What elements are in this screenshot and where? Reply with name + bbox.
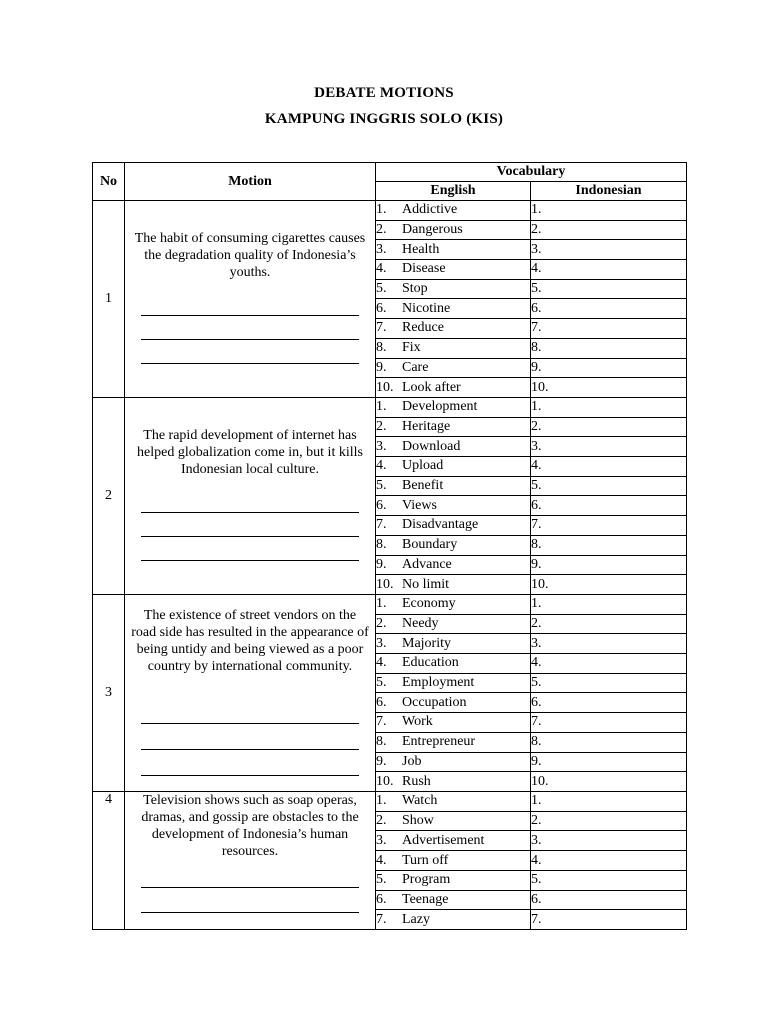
vocab-number: 9. [376, 556, 387, 572]
vocab-indonesian-cell: 8. [531, 338, 687, 358]
vocab-english-cell [376, 279, 531, 299]
table-row [93, 792, 687, 812]
motion-box [125, 595, 375, 791]
vocab-english-cell [376, 240, 531, 260]
vocab-english-cell [376, 752, 531, 772]
vocab-number: 10. [376, 773, 394, 789]
vocab-indonesian-cell: 1. [531, 595, 687, 615]
vocab-english-cell [376, 634, 531, 654]
vocab-english-cell [376, 476, 531, 496]
motion-cell [125, 595, 376, 792]
header-motion: Motion [125, 163, 376, 201]
vocab-number: 9. [376, 359, 387, 375]
debate-motions-table [92, 162, 687, 930]
vocab-indonesian-cell: 3. [531, 831, 687, 851]
vocab-english-word: Fix [402, 340, 421, 356]
vocab-number: 4. [376, 458, 387, 474]
vocab-number: 4. [376, 852, 387, 868]
vocab-english-cell [376, 299, 531, 319]
vocab-english-word: Development [402, 399, 478, 415]
motion-number: 1 [93, 201, 125, 398]
vocab-english-word: Needy [402, 616, 439, 632]
vocab-indonesian-cell: 6. [531, 890, 687, 910]
vocab-english-word: Education [402, 655, 459, 671]
vocab-indonesian-cell: 10. [531, 575, 687, 595]
document-title: DEBATE MOTIONS [314, 85, 454, 101]
answer-line [141, 749, 359, 750]
vocab-number: 7. [376, 517, 387, 533]
vocab-english-cell [376, 417, 531, 437]
vocab-number: 5. [376, 478, 387, 494]
vocab-english-word: No limit [402, 576, 450, 592]
vocab-english-word: Disease [402, 261, 446, 277]
vocab-english-word: Show [402, 813, 434, 829]
motion-text: Television shows such as soap operas, dramas, and gossip are obstacles to the development of Indonesia’s human resources. [141, 793, 359, 859]
vocab-number: 10. [376, 379, 394, 395]
vocab-english-word: Economy [402, 596, 456, 612]
vocab-indonesian-cell: 6. [531, 693, 687, 713]
vocab-number: 8. [376, 340, 387, 356]
vocab-number: 9. [376, 753, 387, 769]
vocab-number: 2. [376, 419, 387, 435]
vocab-english-word: Watch [402, 793, 438, 809]
vocab-number: 1. [376, 793, 387, 809]
vocab-number: 2. [376, 616, 387, 632]
vocab-english-cell [376, 595, 531, 615]
vocab-english-word: Views [402, 497, 437, 513]
vocab-number: 1. [376, 596, 387, 612]
vocab-indonesian-cell: 4. [531, 654, 687, 674]
vocab-indonesian-cell: 10. [531, 378, 687, 398]
vocab-english-cell [376, 614, 531, 634]
vocab-english-word: Heritage [402, 419, 451, 435]
motion-cell [125, 792, 376, 930]
vocab-english-word: Entrepreneur [402, 734, 476, 750]
vocab-indonesian-cell: 9. [531, 358, 687, 378]
vocab-english-cell [376, 378, 531, 398]
vocab-number: 7. [376, 911, 387, 927]
vocab-number: 6. [376, 497, 387, 513]
answer-line [141, 775, 359, 776]
vocab-number: 1. [376, 202, 387, 218]
vocab-english-word: Majority [402, 635, 451, 651]
vocab-number: 8. [376, 734, 387, 750]
vocab-english-word: Download [402, 438, 461, 454]
vocab-number: 6. [376, 694, 387, 710]
vocab-indonesian-cell: 8. [531, 535, 687, 555]
vocab-number: 3. [376, 241, 387, 257]
answer-line [141, 339, 359, 340]
vocab-number: 10. [376, 576, 394, 592]
vocab-english-cell [376, 575, 531, 595]
vocab-english-cell [376, 732, 531, 752]
vocab-number: 3. [376, 438, 387, 454]
vocab-english-word: Reduce [402, 320, 444, 336]
vocab-english-word: Addictive [402, 202, 458, 218]
vocab-english-cell [376, 358, 531, 378]
motion-text: The habit of consuming cigarettes causes the degradation quality of Indonesia’s youths. [134, 231, 366, 280]
answer-line [141, 315, 359, 316]
vocab-english-cell [376, 535, 531, 555]
vocab-english-cell [376, 516, 531, 536]
vocab-english-word: Program [402, 872, 451, 888]
answer-line [141, 512, 359, 513]
vocab-indonesian-cell: 1. [531, 201, 687, 221]
table-row [93, 595, 687, 615]
vocab-indonesian-cell: 5. [531, 476, 687, 496]
motion-cell [125, 398, 376, 595]
table-row [93, 398, 687, 418]
vocab-number: 2. [376, 222, 387, 238]
vocab-number: 5. [376, 281, 387, 297]
vocab-english-cell [376, 851, 531, 871]
vocab-english-word: Work [402, 714, 433, 730]
answer-line [141, 912, 359, 913]
vocab-english-cell [376, 654, 531, 674]
vocab-english-word: Lazy [402, 911, 430, 927]
vocab-indonesian-cell: 2. [531, 614, 687, 634]
document-subtitle: KAMPUNG INGGRIS SOLO (KIS) [264, 111, 504, 127]
vocab-english-cell [376, 338, 531, 358]
vocab-number: 4. [376, 261, 387, 277]
vocab-indonesian-cell: 4. [531, 457, 687, 477]
vocab-english-cell [376, 772, 531, 792]
vocab-english-cell [376, 870, 531, 890]
vocab-english-word: Health [402, 241, 440, 257]
answer-line [141, 723, 359, 724]
vocab-english-cell [376, 555, 531, 575]
vocab-indonesian-cell: 2. [531, 811, 687, 831]
answer-line [141, 560, 359, 561]
vocab-english-cell [376, 201, 531, 221]
motion-text: The existence of street vendors on the road side has resulted in the appearance of being untidy and being viewed as a poor country by international community. [131, 608, 369, 674]
motion-text: The rapid development of internet has helped globalization come in, but it kills Indonesian local culture. [137, 428, 363, 477]
vocab-number: 5. [376, 675, 387, 691]
vocab-english-word: Dangerous [402, 222, 463, 238]
vocab-english-cell [376, 319, 531, 339]
motion-box [125, 201, 375, 397]
header-no: No [93, 163, 125, 201]
vocab-indonesian-cell: 9. [531, 555, 687, 575]
motion-cell [125, 201, 376, 398]
vocab-indonesian-cell: 8. [531, 732, 687, 752]
vocab-english-cell [376, 792, 531, 812]
header-english: English [376, 182, 531, 201]
vocab-english-cell [376, 496, 531, 516]
vocab-number: 8. [376, 537, 387, 553]
vocab-indonesian-cell: 2. [531, 220, 687, 240]
vocab-indonesian-cell: 3. [531, 240, 687, 260]
vocab-english-word: Benefit [402, 478, 444, 494]
vocab-english-cell [376, 693, 531, 713]
vocab-indonesian-cell: 7. [531, 319, 687, 339]
vocab-english-word: Employment [402, 675, 475, 691]
vocab-english-cell [376, 260, 531, 280]
vocab-english-cell [376, 910, 531, 930]
table-row [93, 201, 687, 221]
vocab-english-word: Look after [402, 379, 461, 395]
vocab-indonesian-cell: 4. [531, 260, 687, 280]
vocab-english-word: Disadvantage [402, 517, 479, 533]
vocab-english-cell [376, 457, 531, 477]
vocab-number: 6. [376, 300, 387, 316]
vocab-indonesian-cell: 6. [531, 496, 687, 516]
answer-line [141, 536, 359, 537]
vocab-indonesian-cell: 5. [531, 279, 687, 299]
vocab-english-word: Stop [402, 281, 428, 297]
vocab-number: 4. [376, 655, 387, 671]
vocab-number: 2. [376, 813, 387, 829]
vocab-english-word: Boundary [402, 537, 458, 553]
vocab-english-cell [376, 890, 531, 910]
header-indonesian: Indonesian [531, 182, 687, 201]
vocab-english-word: Turn off [402, 852, 449, 868]
vocab-english-cell [376, 831, 531, 851]
answer-line [141, 363, 359, 364]
vocab-english-word: Care [402, 359, 429, 375]
vocab-indonesian-cell: 4. [531, 851, 687, 871]
header-vocabulary: Vocabulary [376, 163, 687, 182]
vocab-english-word: Advertisement [402, 832, 485, 848]
vocab-english-word: Advance [402, 556, 452, 572]
vocab-indonesian-cell: 9. [531, 752, 687, 772]
vocab-number: 7. [376, 320, 387, 336]
vocab-indonesian-cell: 7. [531, 910, 687, 930]
vocab-english-cell [376, 398, 531, 418]
vocab-number: 5. [376, 872, 387, 888]
vocab-indonesian-cell: 3. [531, 634, 687, 654]
answer-line [141, 887, 359, 888]
vocab-indonesian-cell: 10. [531, 772, 687, 792]
vocab-indonesian-cell: 7. [531, 713, 687, 733]
vocab-indonesian-cell: 5. [531, 673, 687, 693]
vocab-english-word: Rush [402, 773, 431, 789]
motion-number: 4 [93, 792, 125, 930]
vocab-indonesian-cell: 6. [531, 299, 687, 319]
vocab-english-word: Nicotine [402, 300, 451, 316]
motion-box [125, 792, 375, 929]
vocab-english-cell [376, 220, 531, 240]
vocab-number: 7. [376, 714, 387, 730]
motion-box [125, 398, 375, 594]
vocab-english-cell [376, 811, 531, 831]
motion-number: 2 [93, 398, 125, 595]
vocab-english-cell [376, 713, 531, 733]
vocab-english-word: Job [402, 753, 422, 769]
motion-number: 3 [93, 595, 125, 792]
vocab-indonesian-cell: 1. [531, 398, 687, 418]
vocab-english-cell [376, 673, 531, 693]
vocab-number: 1. [376, 399, 387, 415]
vocab-number: 3. [376, 635, 387, 651]
vocab-english-word: Occupation [402, 694, 467, 710]
vocab-indonesian-cell: 2. [531, 417, 687, 437]
vocab-english-word: Upload [402, 458, 444, 474]
vocab-english-word: Teenage [402, 892, 449, 908]
vocab-indonesian-cell: 3. [531, 437, 687, 457]
vocab-english-cell [376, 437, 531, 457]
vocab-number: 6. [376, 892, 387, 908]
vocab-indonesian-cell: 7. [531, 516, 687, 536]
vocab-indonesian-cell: 1. [531, 792, 687, 812]
vocab-indonesian-cell: 5. [531, 870, 687, 890]
vocab-number: 3. [376, 832, 387, 848]
